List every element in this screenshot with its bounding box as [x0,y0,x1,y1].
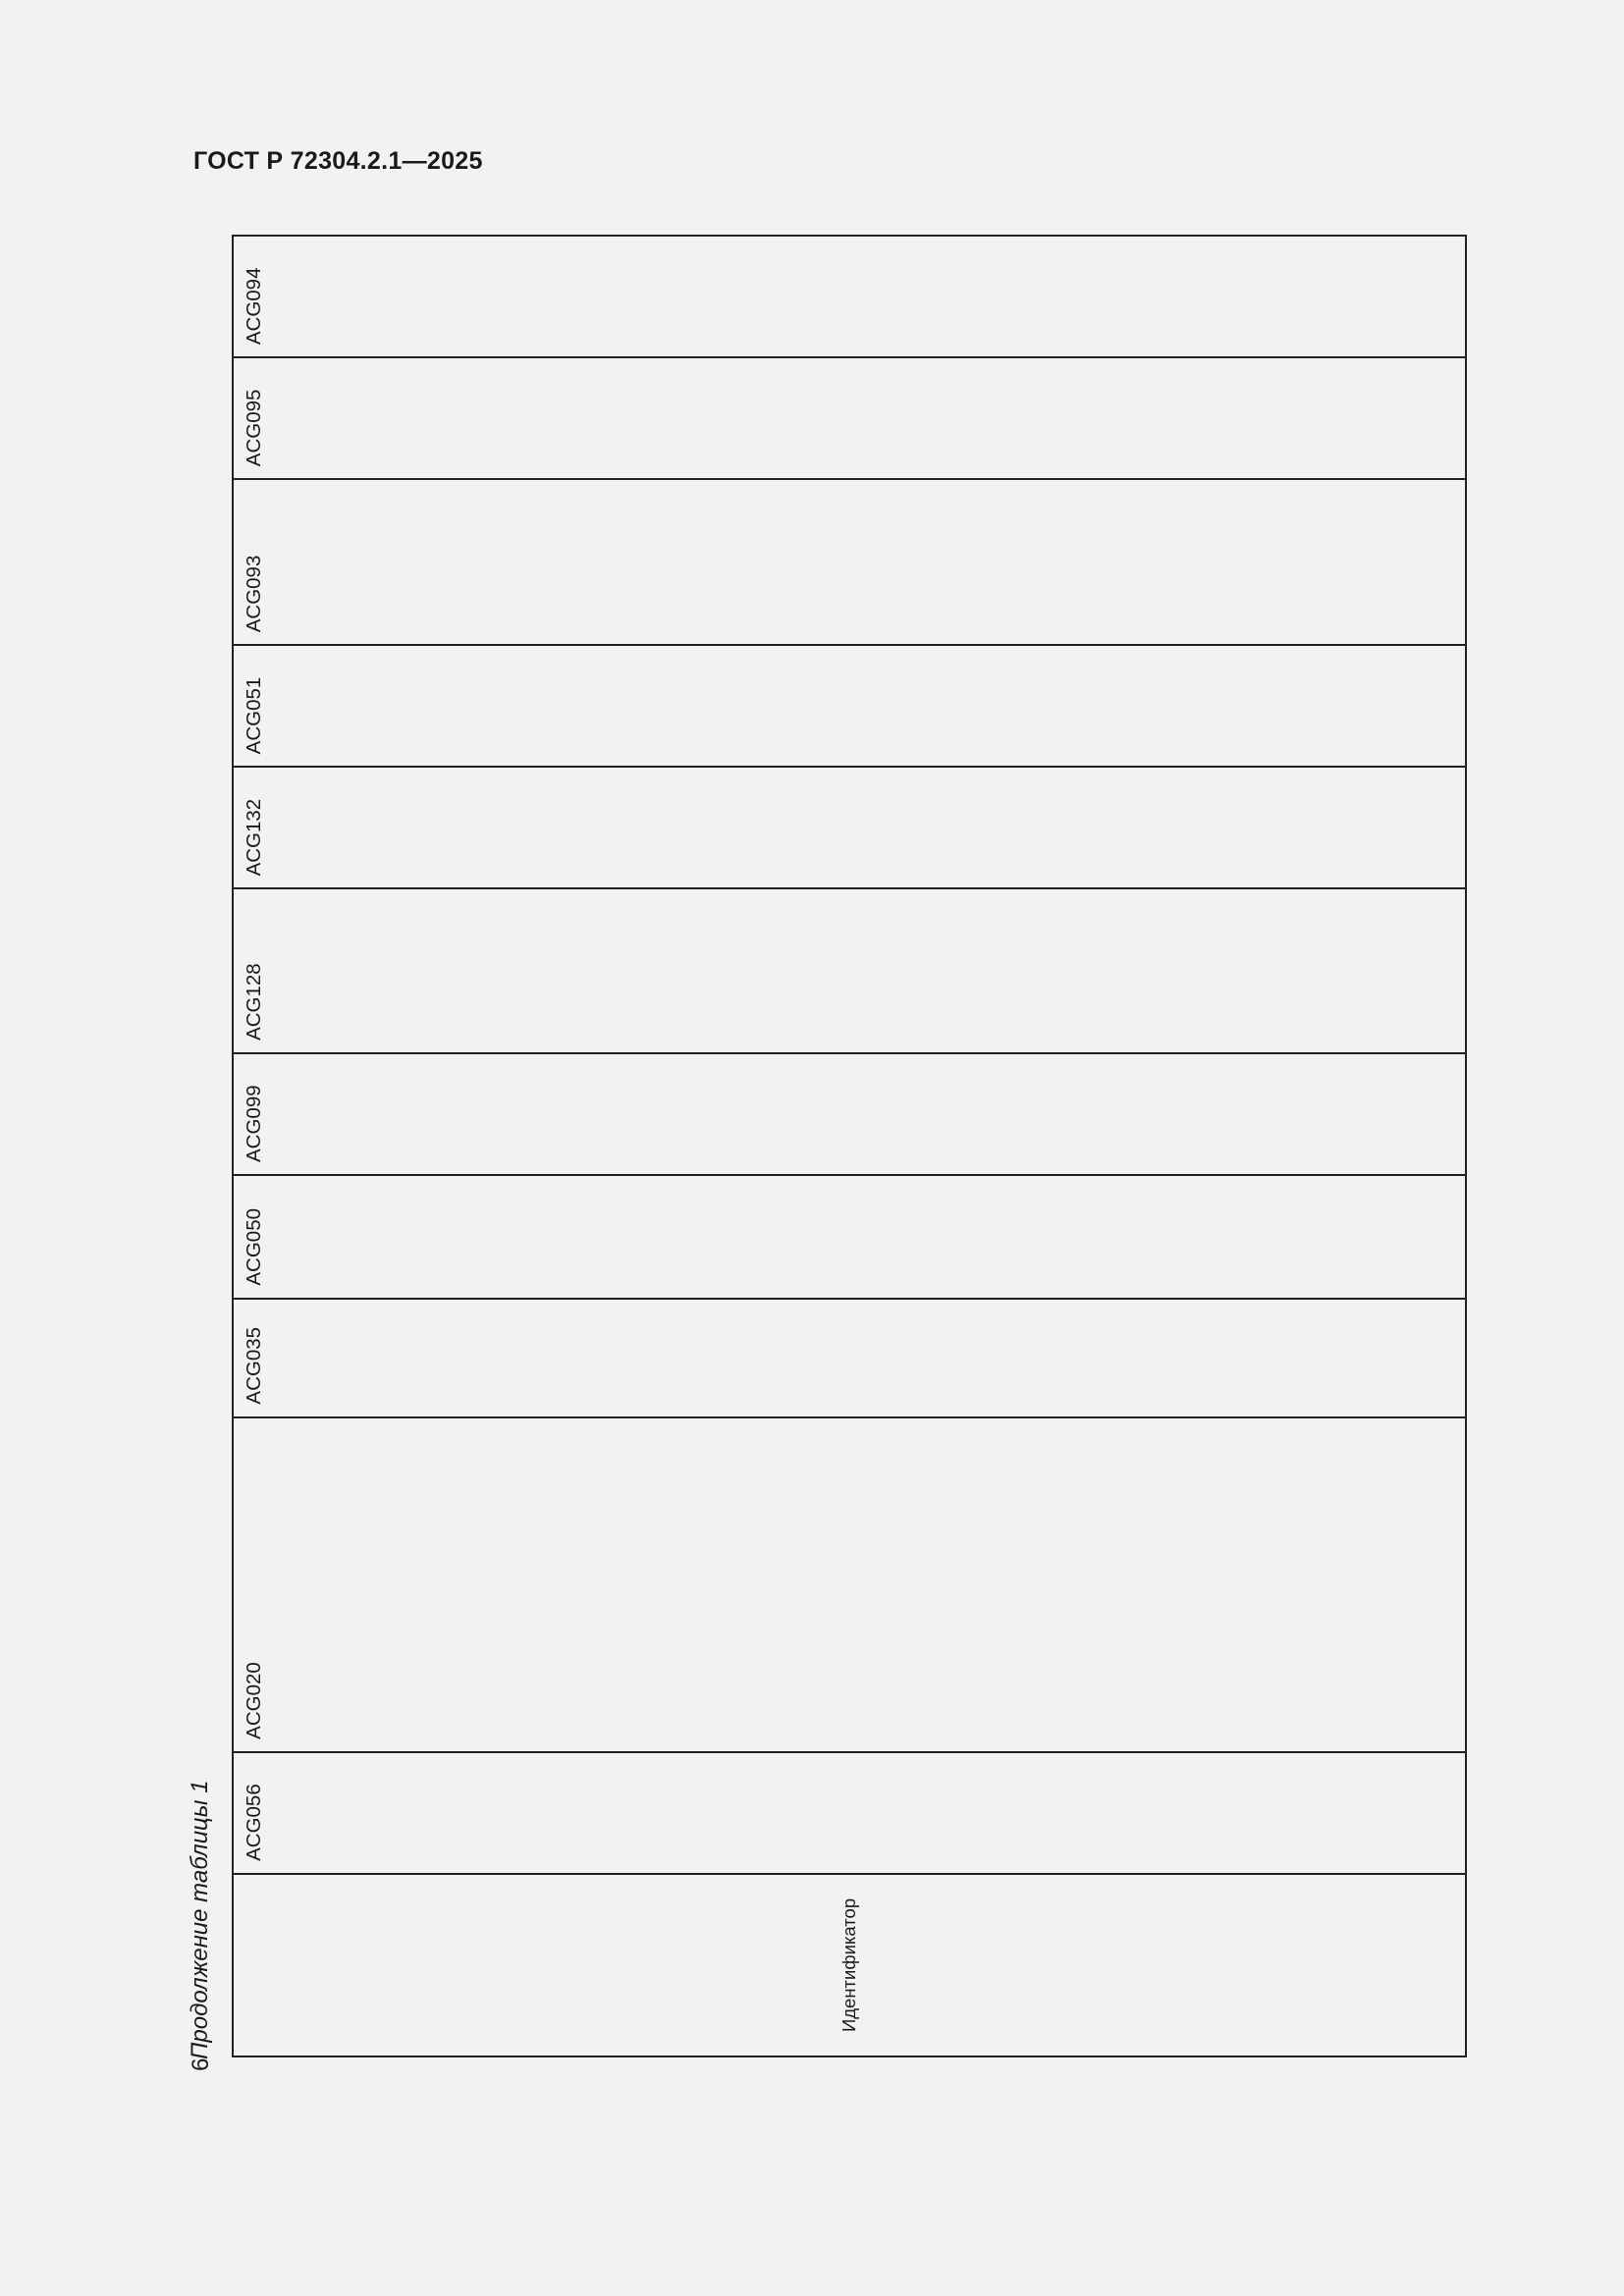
table-container [232,235,1467,2057]
cell-identifier: ACG050 [233,1175,1466,1299]
page-number: 6 [188,2057,214,2071]
cell-identifier: ACG132 [233,767,1466,888]
cell-identifier: ACG099 [233,1053,1466,1175]
cell-identifier: ACG095 [233,357,1466,479]
document-header: ГОСТ Р 72304.2.1—2025 [193,147,483,175]
cell-identifier: ACG128 [233,888,1466,1053]
row-identifier [233,236,1466,2056]
header-identifier: Идентификатор [233,1874,1466,2056]
cell-identifier: ACG020 [233,1417,1466,1752]
cell-identifier: ACG035 [233,1299,1466,1417]
cell-identifier: ACG094 [233,236,1466,357]
table-continuation-caption: Продолжение таблицы 1 [187,1780,213,2059]
cell-identifier: ACG093 [233,479,1466,645]
cell-identifier: ACG056 [233,1752,1466,1874]
device-class-table [232,235,1467,2057]
cell-identifier: ACG051 [233,645,1466,767]
